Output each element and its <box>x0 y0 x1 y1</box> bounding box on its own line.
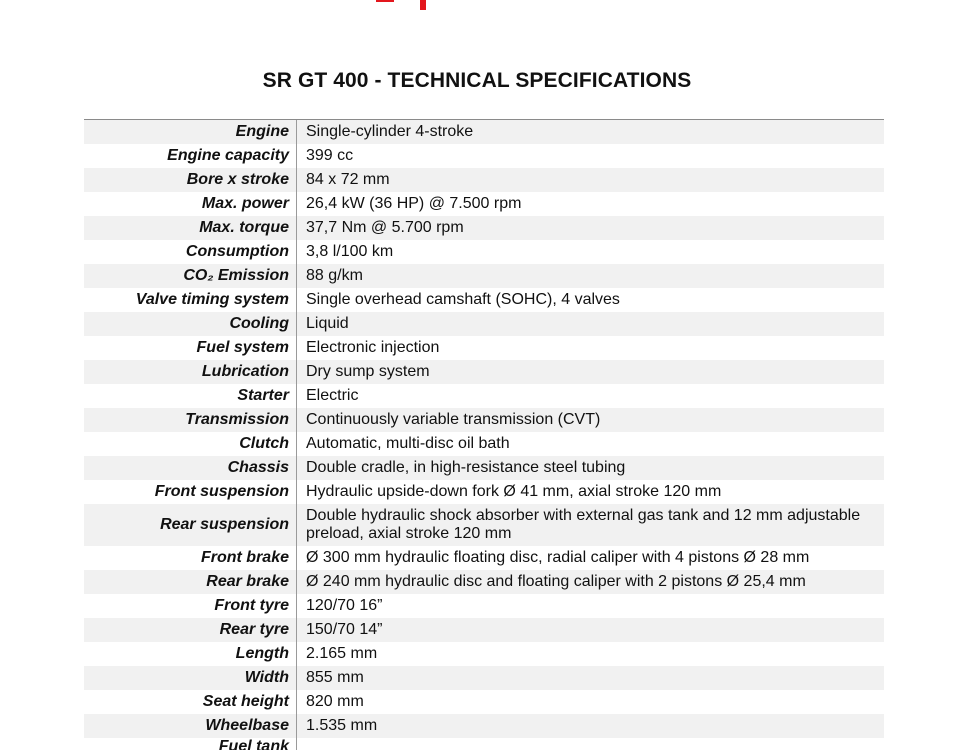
spec-label: Fuel system <box>84 336 297 360</box>
spec-value: 150/70 14” <box>306 621 383 638</box>
spec-row <box>84 264 884 288</box>
spec-row <box>84 408 884 432</box>
spec-label: Front suspension <box>84 480 297 504</box>
spec-label: Valve timing system <box>84 288 297 312</box>
spec-value: 820 mm <box>306 693 364 710</box>
spec-label: Front brake <box>84 546 297 570</box>
spec-value: 399 cc <box>306 147 354 164</box>
spec-row <box>84 432 884 456</box>
spec-row <box>84 360 884 384</box>
spec-value <box>297 738 884 750</box>
spec-label: Bore x stroke <box>84 168 297 192</box>
spec-label: Max. torque <box>84 216 297 240</box>
spec-label: Chassis <box>84 456 297 480</box>
spec-value: Hydraulic upside-down fork Ø 41 mm, axial stroke 120 mm <box>306 483 722 500</box>
spec-value: Automatic, multi-disc oil bath <box>306 435 510 452</box>
spec-value: 855 mm <box>306 669 364 686</box>
spec-value: 84 x 72 mm <box>306 171 390 188</box>
spec-label: Wheelbase <box>84 714 297 738</box>
spec-value: Double hydraulic shock absorber with external gas tank and 12 mm adjustable preload, axial stroke 120 mm <box>306 507 861 542</box>
spec-row <box>84 336 884 360</box>
spec-row <box>84 456 884 480</box>
spec-row <box>84 714 884 738</box>
spec-row <box>84 216 884 240</box>
spec-row <box>84 504 884 546</box>
spec-label: Engine <box>84 120 297 144</box>
spec-value: Double cradle, in high-resistance steel tubing <box>306 459 626 476</box>
spec-value: Liquid <box>306 315 349 332</box>
spec-value: Dry sump system <box>306 363 430 380</box>
spec-label: Width <box>84 666 297 690</box>
spec-row <box>84 690 884 714</box>
spec-value: Ø 300 mm hydraulic floating disc, radial caliper with 4 pistons Ø 28 mm <box>306 549 810 566</box>
spec-label: Engine capacity <box>84 144 297 168</box>
spec-value: Continuously variable transmission (CVT) <box>306 411 601 428</box>
spec-row <box>84 312 884 336</box>
spec-label: Rear suspension <box>84 504 297 546</box>
spec-label: Cooling <box>84 312 297 336</box>
spec-value: 1.535 mm <box>306 717 378 734</box>
spec-label: Clutch <box>84 432 297 456</box>
spec-row <box>84 546 884 570</box>
spec-row <box>84 594 884 618</box>
spec-label: Length <box>84 642 297 666</box>
spec-value: Single-cylinder 4-stroke <box>306 123 474 140</box>
spec-label: Max. power <box>84 192 297 216</box>
spec-label: Rear tyre <box>84 618 297 642</box>
spec-label: Consumption <box>84 240 297 264</box>
brand-logo-graphic <box>376 0 588 12</box>
spec-label: Starter <box>84 384 297 408</box>
spec-row <box>84 666 884 690</box>
spec-value: Ø 240 mm hydraulic disc and floating caliper with 2 pistons Ø 25,4 mm <box>306 573 806 590</box>
spec-row <box>84 480 884 504</box>
spec-label: Lubrication <box>84 360 297 384</box>
spec-value: Single overhead camshaft (SOHC), 4 valves <box>306 291 620 308</box>
brand-logo <box>376 0 588 12</box>
spec-row <box>84 168 884 192</box>
spec-row <box>84 738 884 750</box>
spec-row <box>84 288 884 312</box>
spec-label: CO₂ Emission <box>84 264 297 288</box>
spec-row <box>84 120 884 144</box>
spec-label: Front tyre <box>84 594 297 618</box>
spec-row <box>84 384 884 408</box>
spec-row <box>84 240 884 264</box>
spec-label: Transmission <box>84 408 297 432</box>
specifications-table <box>84 119 884 750</box>
spec-row <box>84 570 884 594</box>
spec-value: 88 g/km <box>306 267 363 284</box>
spec-row <box>84 642 884 666</box>
spec-value: 3,8 l/100 km <box>306 243 394 260</box>
spec-value: 26,4 kW (36 HP) @ 7.500 rpm <box>306 195 522 212</box>
spec-label: Rear brake <box>84 570 297 594</box>
spec-value: Electric <box>306 387 359 404</box>
page-title: SR GT 400 - TECHNICAL SPECIFICATIONS <box>262 69 692 92</box>
spec-value: Electronic injection <box>306 339 440 356</box>
spec-value: 2.165 mm <box>306 645 378 662</box>
spec-label: Seat height <box>84 690 297 714</box>
spec-row <box>84 192 884 216</box>
spec-value: 37,7 Nm @ 5.700 rpm <box>306 219 464 236</box>
spec-label: Fuel tank <box>84 738 297 750</box>
spec-value: 120/70 16” <box>306 597 383 614</box>
spec-row <box>84 618 884 642</box>
spec-row <box>84 144 884 168</box>
